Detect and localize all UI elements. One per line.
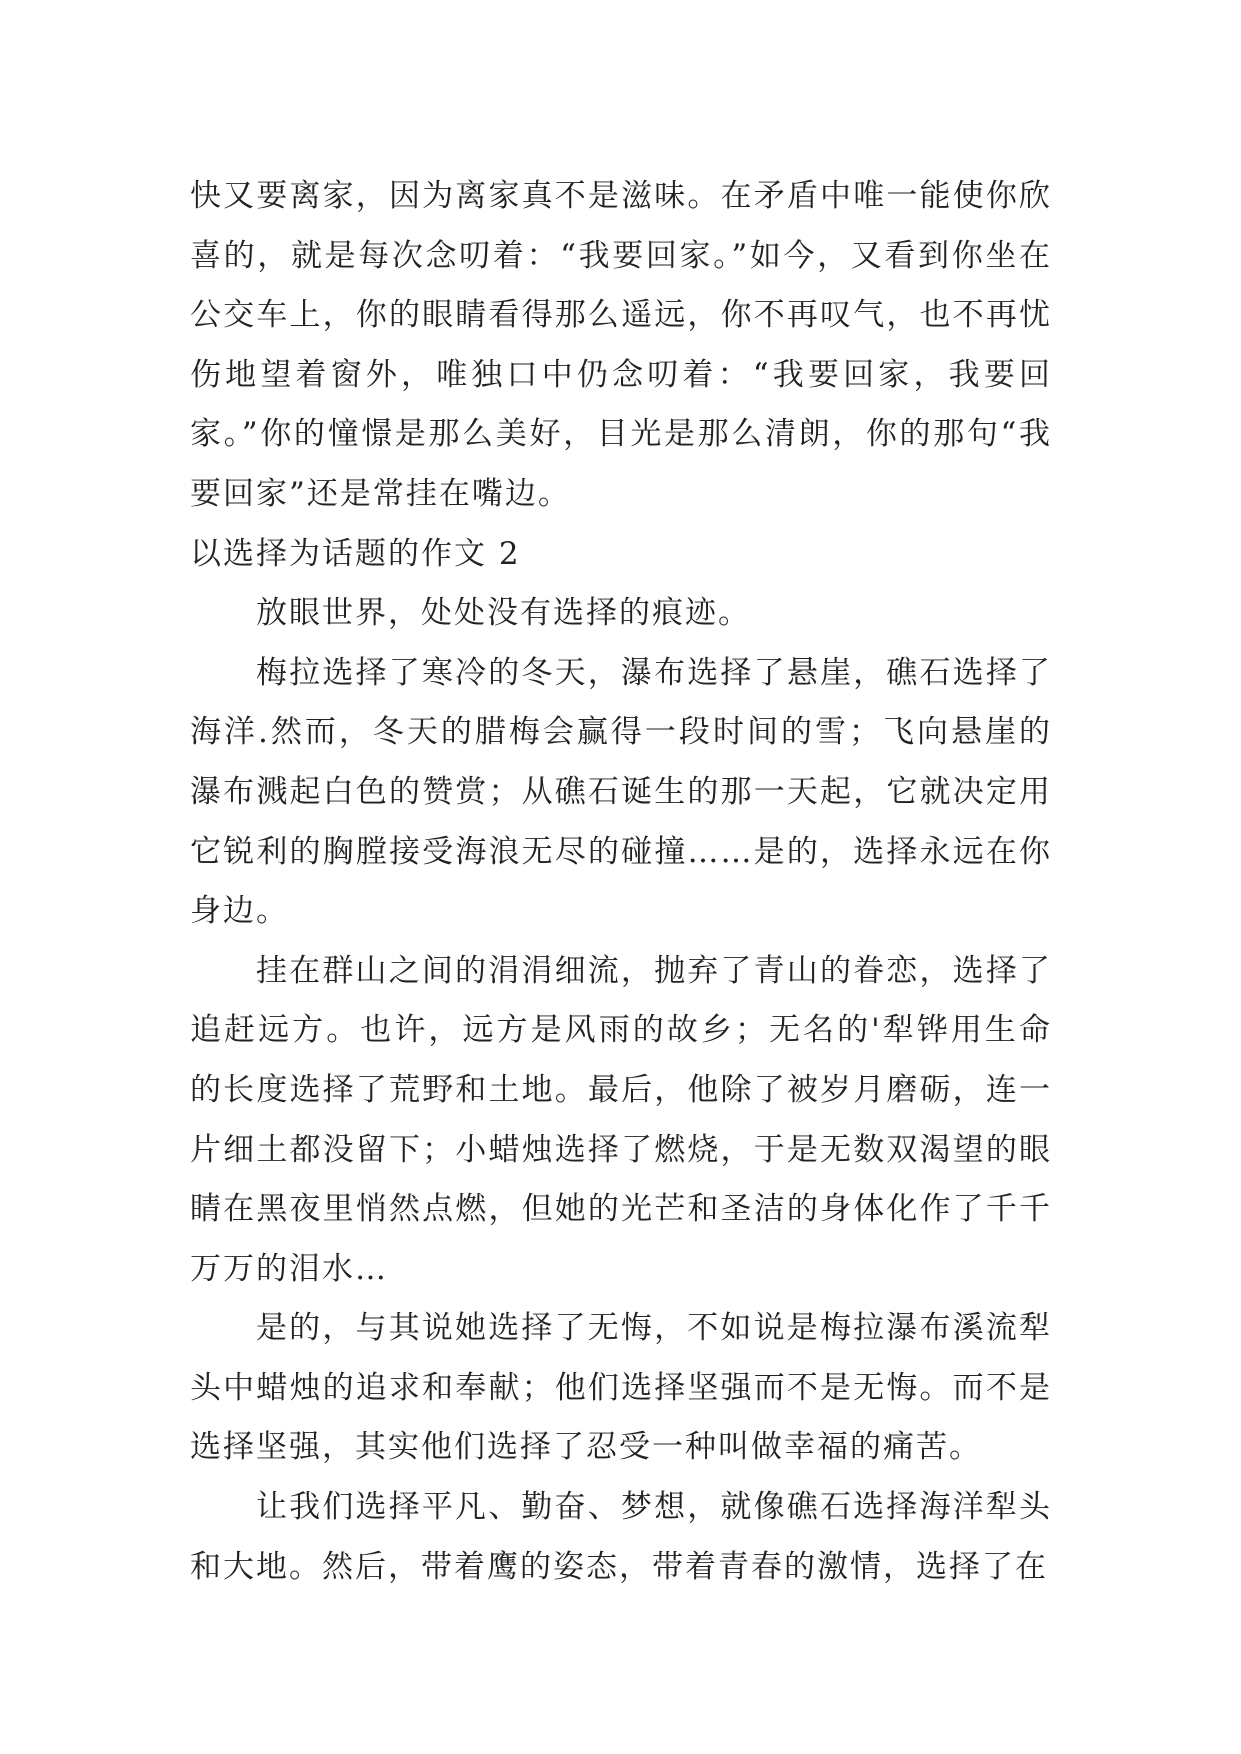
paragraph-3: 挂在群山之间的涓涓细流，抛弃了青山的眷恋，选择了追赶远方。也许，远方是风雨的故乡；无名的'犁铧用生命的长度选择了荒野和土地。最后，他除了被岁月磨砺，连一片细土都没留下；小蜡烛选择了燃烧，于是无数双渴望的眼睛在黑夜里悄然点燃，但她的光芒和圣洁的身体化作了千千万万的泪水… [190, 952, 1052, 1287]
paragraph-5: 让我们选择平凡、勤奋、梦想，就像礁石选择海洋犁头和大地。然后，带着鹰的姿态，带着青春的激情，选择了在 [190, 1489, 1052, 1585]
paragraph-1: 放眼世界，处处没有选择的痕迹。 [256, 595, 751, 632]
paragraph-4: 是的，与其说她选择了无悔，不如说是梅拉瀑布溪流犁头中蜡烛的追求和奉献；他们选择坚强而不是无悔。而不是选择坚强，其实他们选择了忍受一种叫做幸福的痛苦。 [190, 1310, 1052, 1466]
document-body [190, 167, 1052, 1597]
essay-title: 以选择为话题的作文 2 [190, 535, 521, 572]
paragraph-2: 梅拉选择了寒冷的冬天，瀑布选择了悬崖，礁石选择了海洋.然而，冬天的腊梅会赢得一段时间的雪；飞向悬崖的瀑布溅起白色的赞赏；从礁石诞生的那一天起，它就决定用它锐利的胸膛接受海浪无尽的碰撞……是的，选择永远在你身边。 [190, 654, 1052, 930]
continued-paragraph: 快又要离家，因为离家真不是滋味。在矛盾中唯一能使你欣喜的，就是每次念叨着：“我要回家。”如今，又看到你坐在公交车上，你的眼睛看得那么遥远，你不再叹气，也不再忧伤地望着窗外，唯独口中仍念叨着：“我要回家，我要回家。”你的憧憬是那么美好，目光是那么清朗，你的那句“我要回家”还是常挂在嘴边。 [190, 178, 1052, 512]
